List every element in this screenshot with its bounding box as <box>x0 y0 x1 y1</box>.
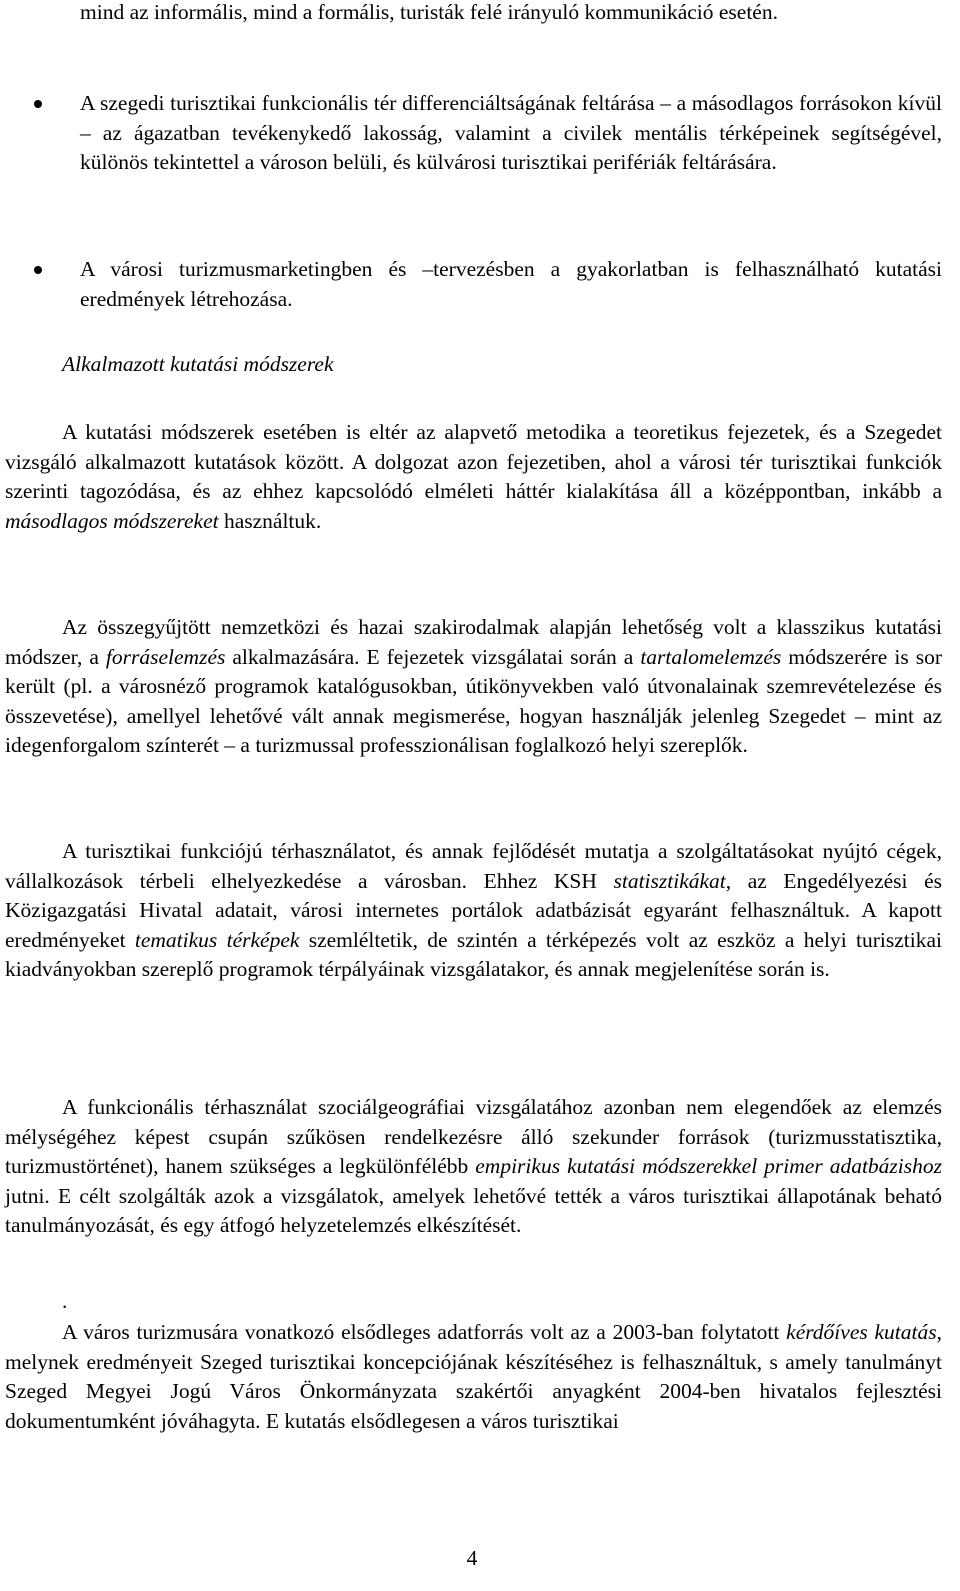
paragraph-text: A kutatási módszerek esetében is eltér az alapvető metodika a teoretikus fejezetek, és a Szegedet vizsgáló alkalmazott kutatások között. A dolgozat azon fejezetiben, ahol a városi tér turisztikai funkciók szerinti tagozódása, és az ehhez kapcsolódó elméleti háttér kialakítása áll a középpontban, inkább a <box>5 420 942 503</box>
paragraph-text: alkalmazására. E fejezetek vizsgálatai során a <box>225 644 641 669</box>
paragraph-text: A város turizmusára vonatkozó elsődleges adatforrás volt az a 2003-ban folytatott <box>62 1320 787 1344</box>
paragraph-text: A funkcionális térhasználat szociálgeográfiai vizsgálatához azonban nem elegendőek az elemzés mélységéhez képest csupán szűkösen rendelkezésre álló szekunder források (turizmusstatisztika, turizmustörténet), hanem szükséges a legkülönfélébb <box>5 1095 942 1178</box>
paragraph <box>5 613 942 761</box>
paragraph <box>5 418 942 536</box>
paragraph <box>5 837 942 985</box>
emphasis-text: empirikus kutatási módszerekkel primer adatbázishoz <box>475 1154 942 1178</box>
emphasis-text: másodlagos módszereket <box>5 508 219 533</box>
paragraph-text: használtuk. <box>218 508 322 533</box>
emphasis-text: kérdőíves kutatás <box>786 1320 937 1344</box>
paragraph-text: , melynek eredményeit Szeged turisztikai koncepciójának készítéséhez is felhasználtuk, s amely tanulmányt Szeged Megyei Jogú Város Önkormányzata szakértői anyagként 2004-ben hivatalos fejlesztési dokumentumként jóváhagyta. E kutatás elsődlegesen a város turisztikai <box>5 1320 942 1433</box>
bullet-icon <box>34 100 42 108</box>
paragraph-text: , az Engedélyezési és Közigazgatási Hivatal adatait, városi internetes portálok adatbázisát egyaránt felhasználtuk. A kapott eredményeket <box>5 868 943 952</box>
section-heading: Alkalmazott kutatási módszerek <box>62 352 334 376</box>
paragraph-text: Az összegyűjtött nemzetközi és hazai szakirodalmak alapján lehetőség volt a klasszikus kutatási módszer, a <box>5 615 942 669</box>
list-item <box>80 255 942 314</box>
list-item-text: A városi turizmusmarketingben és –tervezésben a gyakorlatban is felhasználható kutatási eredmények létrehozása. <box>80 257 942 311</box>
paragraph-text: módszerére is sor került (pl. a városnéző programok katalógusokban, útikönyvekben való útvonalainak szemrevételezése és összevetése), amellyel lehetővé vált annak megismerése, hogyan használják jelenleg Szegedet – mint az idegenforgalom színterét – a turizmussal professzionálisan foglalkozó helyi szereplők. <box>5 644 942 757</box>
emphasis-text: tartalomelemzés <box>640 644 782 669</box>
emphasis-text: tematikus térképek <box>134 927 300 952</box>
page-number: 4 <box>466 1546 478 1570</box>
emphasis-text: forráselemzés <box>105 644 226 669</box>
paragraph-text: szemléltetik, de szintén a térképezés volt az eszköz a helyi turisztikai kiadványokban szereplő programok térpályáinak vizsgálatakor, és annak megjelenítése során is. <box>5 927 943 981</box>
list-item-text: A szegedi turisztikai funkcionális tér differenciáltságának feltárása – a másodlagos forrásokon kívül – az ágazatban tevékenykedő lakosság, valamint a civilek mentális térképeinek segítségével, különös tekintettel a városon belüli, és külvárosi turisztikai perifériák feltárására. <box>80 91 942 174</box>
paragraph <box>5 1318 942 1436</box>
paragraph-text: A turisztikai funkciójú térhasználatot, és annak fejlődését mutatja a szolgáltatásokat nyújtó cégek, vállalkozások térbeli elhelyezkedése a városban. Ehhez KSH <box>5 839 942 893</box>
paragraph-text: jutni. E célt szolgálták azok a vizsgálatok, amelyek lehetővé tették a város turisztikai állapotának beható tanulmányozását, és egy átfogó helyzetelemzés elkészítését. <box>5 1183 942 1237</box>
continuation-text: mind az informális, mind a formális, turisták felé irányuló kommunikáció esetén. <box>80 0 778 24</box>
list-item <box>80 89 942 178</box>
stray-dot: . <box>62 1289 68 1313</box>
emphasis-text: statisztikákat <box>613 868 726 893</box>
paragraph <box>5 1093 942 1241</box>
bullet-icon <box>34 266 42 274</box>
